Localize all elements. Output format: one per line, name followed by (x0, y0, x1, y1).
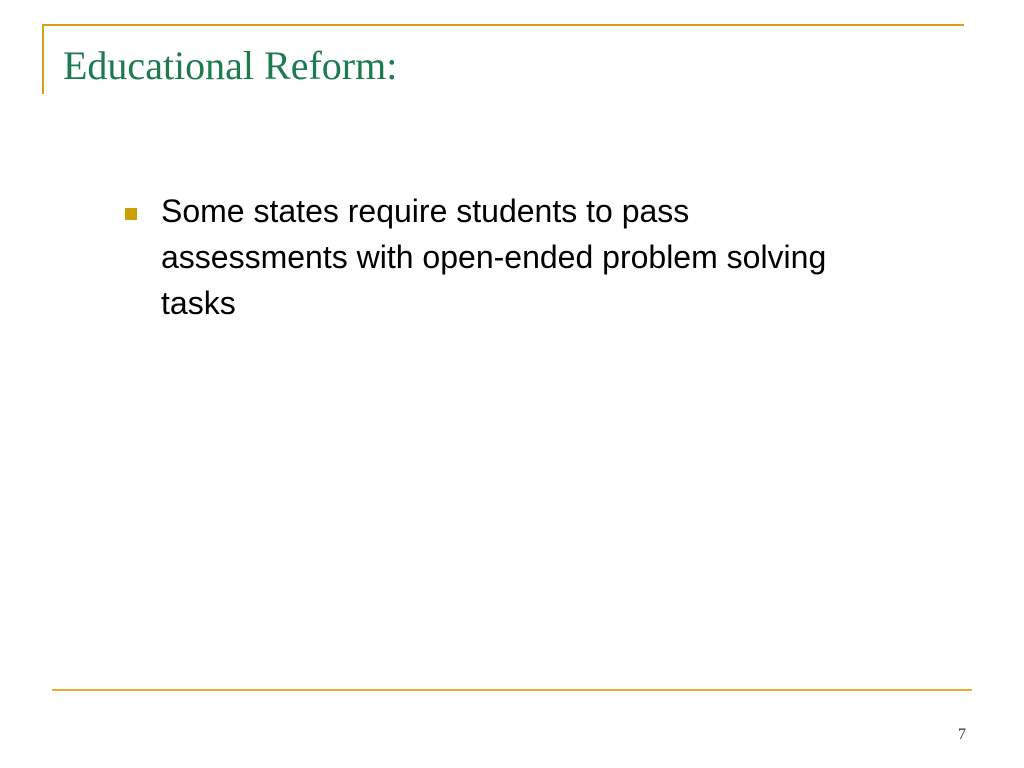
slide-title: Educational Reform: (63, 43, 398, 88)
square-bullet-icon (125, 208, 137, 220)
left-accent-rule (42, 24, 44, 94)
bullet-item (125, 188, 865, 326)
slide-number: 7 (958, 726, 966, 743)
bullet-list (125, 188, 865, 326)
top-accent-rule (42, 24, 964, 26)
bottom-accent-rule (52, 689, 972, 691)
bullet-text: Some states require students to pass assessments with open-ended problem solving tasks (161, 193, 827, 321)
